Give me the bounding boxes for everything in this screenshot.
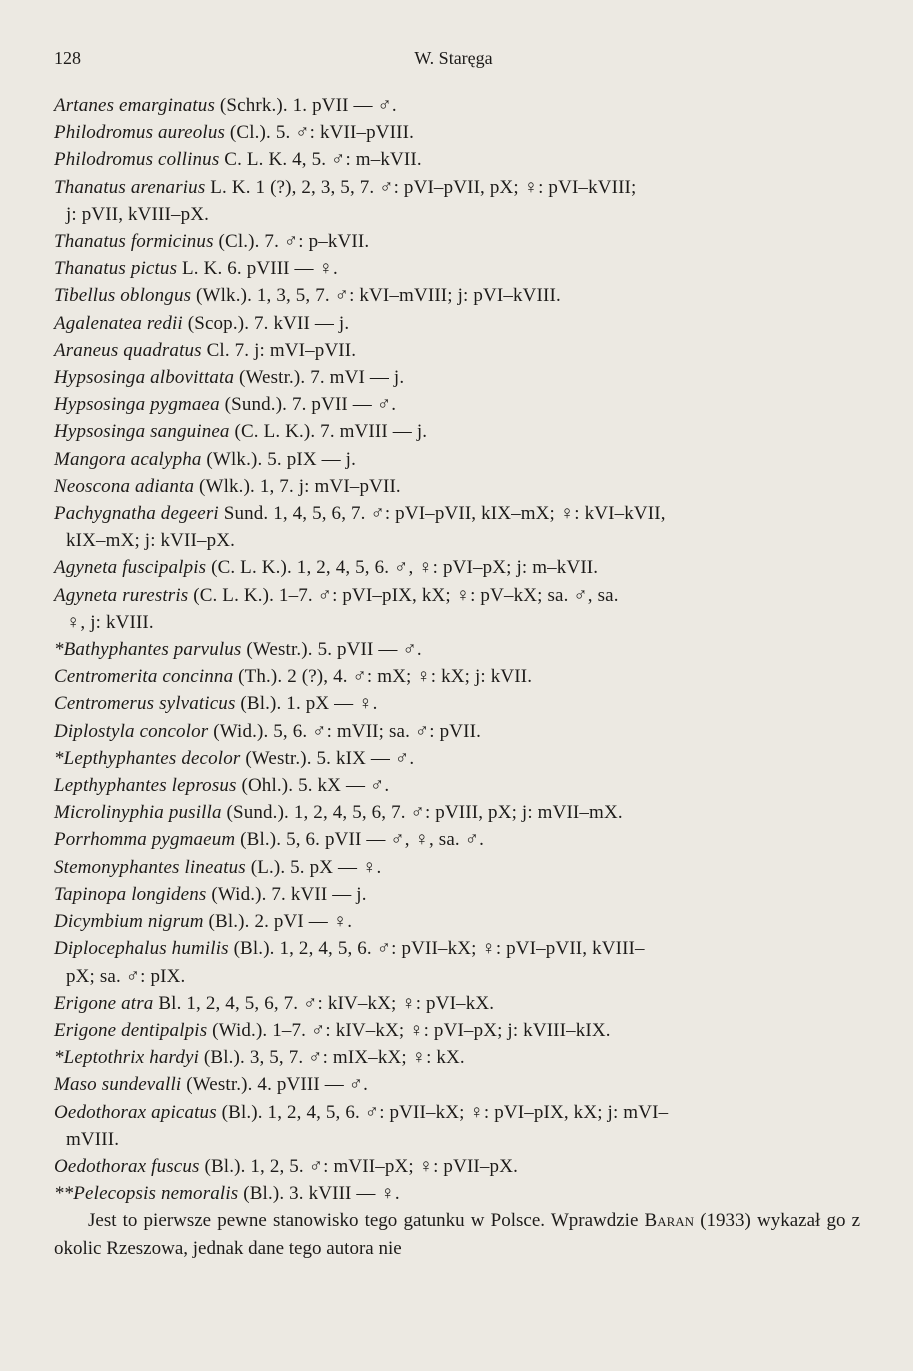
- species-entry: [54, 282, 860, 309]
- species-entry: [54, 310, 860, 337]
- species-entry: [54, 582, 860, 636]
- running-head: W. Staręga: [414, 48, 493, 68]
- species-name: Araneus quadratus: [54, 339, 202, 361]
- species-record: (Westr.). 7. mVI — j.: [234, 367, 405, 389]
- species-entry: [54, 1071, 860, 1098]
- species-record: (Ohl.). 5. kX — ♂.: [236, 775, 390, 797]
- species-entry: [54, 1099, 860, 1153]
- species-name: Philodromus aureolus: [54, 122, 226, 144]
- species-name: *Leptothrix hardyi: [54, 1047, 200, 1069]
- species-name: Thanatus pictus: [54, 258, 178, 280]
- species-record-continuation: j: pVII, kVIII–pX.: [66, 203, 210, 225]
- species-entry: [54, 119, 860, 146]
- species-record: (Wid.). 7. kVII — j.: [206, 883, 367, 905]
- species-name: Dicymbium nigrum: [54, 911, 204, 933]
- species-record: (Westr.). 4. pVIII — ♂.: [181, 1074, 369, 1096]
- species-record: (Bl.). 3, 5, 7. ♂: mIX–kX; ♀: kX.: [199, 1047, 465, 1069]
- species-record-continuation: mVIII.: [66, 1128, 120, 1150]
- species-entry: [54, 391, 860, 418]
- species-record: (Westr.). 5. kIX — ♂.: [240, 747, 415, 769]
- species-record: (Wid.). 1–7. ♂: kIV–kX; ♀: pVI–pX; j: kVIII–kIX.: [207, 1019, 611, 1041]
- species-entry: [54, 935, 860, 989]
- species-entry: [54, 881, 860, 908]
- page-header: [54, 48, 853, 72]
- species-name: **Pelecopsis nemoralis: [54, 1183, 239, 1205]
- species-entry: [54, 718, 860, 745]
- species-entry: [54, 772, 860, 799]
- paragraph-text: Jest to pierwsze pewne stanowisko tego gatunku w Polsce. Wprawdzie: [88, 1210, 639, 1232]
- species-record: (Wid.). 5, 6. ♂: mVII; sa. ♂: pVII.: [208, 720, 482, 742]
- species-name: Diplocephalus humilis: [54, 938, 229, 960]
- species-record: (Bl.). 1. pX — ♀.: [235, 693, 378, 715]
- species-name: Centromerus sylvaticus: [54, 693, 236, 715]
- species-name: Stemonyphantes lineatus: [54, 856, 246, 878]
- species-name: *Bathyphantes parvulus: [54, 639, 242, 661]
- species-record-continuation: pX; sa. ♂: pIX.: [66, 965, 186, 987]
- species-record: (Th.). 2 (?), 4. ♂: mX; ♀: kX; j: kVII.: [233, 666, 533, 688]
- species-name: Porrhomma pygmaeum: [54, 829, 236, 851]
- species-name: *Lepthyphantes decolor: [54, 747, 241, 769]
- species-record: (Cl.). 7. ♂: p–kVII.: [213, 231, 370, 253]
- species-record: Sund. 1, 4, 5, 6, 7. ♂: pVI–pVII, kIX–mX; ♀: kVI–kVII,: [218, 503, 666, 525]
- species-record: (Bl.). 1, 2, 4, 5, 6. ♂: pVII–kX; ♀: pVI–pVII, kVIII–: [228, 938, 645, 960]
- species-list: [54, 92, 860, 1262]
- species-record: (Bl.). 3. kVIII — ♀.: [238, 1183, 400, 1205]
- page-number: 128: [54, 48, 81, 68]
- species-name: Maso sundevalli: [54, 1074, 182, 1096]
- species-name: Microlinyphia pusilla: [54, 802, 222, 824]
- species-record: (Bl.). 1, 2, 4, 5, 6. ♂: pVII–kX; ♀: pVI–pIX, kX; j: mVI–: [216, 1101, 669, 1123]
- cited-author: Baran: [644, 1210, 695, 1232]
- species-record: (C. L. K.). 1–7. ♂: pVI–pIX, kX; ♀: pV–kX; sa. ♂, sa.: [188, 584, 619, 606]
- species-entry: [54, 146, 860, 173]
- species-record: (Wlk.). 1, 3, 5, 7. ♂: kVI–mVIII; j: pVI–kVIII.: [191, 285, 561, 307]
- species-name: Hypsosinga albovittata: [54, 367, 235, 389]
- species-entry: [54, 908, 860, 935]
- species-entry: [54, 446, 860, 473]
- species-record: (C. L. K.). 7. mVIII — j.: [229, 421, 428, 443]
- species-name: Artanes emarginatus: [54, 95, 216, 116]
- species-name: Neoscona adianta: [54, 475, 195, 497]
- species-name: Centromerita concinna: [54, 666, 234, 688]
- species-record-continuation: ♀, j: kVIII.: [66, 611, 154, 633]
- species-entry: [54, 174, 860, 228]
- species-record-continuation: kIX–mX; j: kVII–pX.: [66, 530, 236, 552]
- species-name: Agyneta fuscipalpis: [54, 557, 207, 579]
- species-record: (Bl.). 2. pVI — ♀.: [203, 911, 353, 933]
- species-record: (Westr.). 5. pVII — ♂.: [241, 639, 422, 661]
- species-entry: [54, 255, 860, 282]
- species-name: Erigone dentipalpis: [54, 1019, 208, 1041]
- species-record: L. K. 6. pVIII — ♀.: [177, 258, 338, 280]
- species-name: Oedothorax fuscus: [54, 1155, 200, 1177]
- species-entry: [54, 554, 860, 581]
- species-record: (Schrk.). 1. pVII — ♂.: [215, 95, 397, 116]
- species-name: Mangora acalypha: [54, 448, 202, 470]
- species-record: C. L. K. 4, 5. ♂: m–kVII.: [219, 149, 422, 171]
- species-record: (Cl.). 5. ♂: kVII–pVIII.: [225, 122, 414, 144]
- species-name: Oedothorax apicatus: [54, 1101, 217, 1123]
- species-record: Cl. 7. j: mVI–pVII.: [201, 339, 357, 361]
- species-entry: [54, 1180, 860, 1207]
- species-name: Thanatus arenarius: [54, 176, 206, 198]
- species-name: Agalenatea redii: [54, 312, 183, 334]
- species-name: Lepthyphantes leprosus: [54, 775, 237, 797]
- species-name: Pachygnatha degeeri: [54, 503, 219, 525]
- species-entry: [54, 364, 860, 391]
- species-entry: [54, 690, 860, 717]
- species-entry: [54, 1017, 860, 1044]
- species-entry: [54, 799, 860, 826]
- species-record: L. K. 1 (?), 2, 3, 5, 7. ♂: pVI–pVII, pX; ♀: pVI–kVIII;: [205, 176, 637, 198]
- species-record: Bl. 1, 2, 4, 5, 6, 7. ♂: kIV–kX; ♀: pVI–kX.: [153, 992, 495, 1014]
- species-entry: [54, 1044, 860, 1071]
- species-name: Hypsosinga sanguinea: [54, 421, 230, 443]
- species-entry: [54, 663, 860, 690]
- body-paragraph: [54, 1207, 860, 1261]
- species-entry: [54, 228, 860, 255]
- species-record: (Wlk.). 1, 7. j: mVI–pVII.: [194, 475, 401, 497]
- species-entry: [54, 854, 860, 881]
- species-name: Diplostyla concolor: [54, 720, 209, 742]
- species-entry: [54, 990, 860, 1017]
- species-name: Tibellus oblongus: [54, 285, 192, 307]
- species-entry: [54, 337, 860, 364]
- species-entry: [54, 500, 860, 554]
- species-entry: [54, 636, 860, 663]
- species-record: (Bl.). 1, 2, 5. ♂: mVII–pX; ♀: pVII–pX.: [199, 1155, 518, 1177]
- species-record: (Scop.). 7. kVII — j.: [182, 312, 350, 334]
- species-name: Thanatus formicinus: [54, 231, 214, 253]
- species-record: (C. L. K.). 1, 2, 4, 5, 6. ♂, ♀: pVI–pX; j: m–kVII.: [206, 557, 599, 579]
- species-entry: [54, 826, 860, 853]
- species-name: Philodromus collinus: [54, 149, 220, 171]
- species-entry: [54, 745, 860, 772]
- species-entry: [54, 92, 860, 119]
- species-name: Hypsosinga pygmaea: [54, 394, 220, 416]
- species-entry: [54, 1153, 860, 1180]
- species-record: (Bl.). 5, 6. pVII — ♂, ♀, sa. ♂.: [235, 829, 485, 851]
- species-name: Agyneta rurestris: [54, 584, 189, 606]
- species-record: (L.). 5. pX — ♀.: [245, 856, 382, 878]
- species-record: (Sund.). 1, 2, 4, 5, 6, 7. ♂: pVIII, pX; j: mVII–mX.: [221, 802, 623, 824]
- species-record: (Wlk.). 5. pIX — j.: [201, 448, 356, 470]
- species-entry: [54, 418, 860, 445]
- paragraph-text: (1933) wykazał go z okolic Rzeszowa, jednak dane tego autora nie: [54, 1210, 861, 1259]
- species-record: (Sund.). 7. pVII — ♂.: [219, 394, 397, 416]
- species-name: Tapinopa longidens: [54, 883, 207, 905]
- species-entry: [54, 473, 860, 500]
- species-name: Erigone atra: [54, 992, 154, 1014]
